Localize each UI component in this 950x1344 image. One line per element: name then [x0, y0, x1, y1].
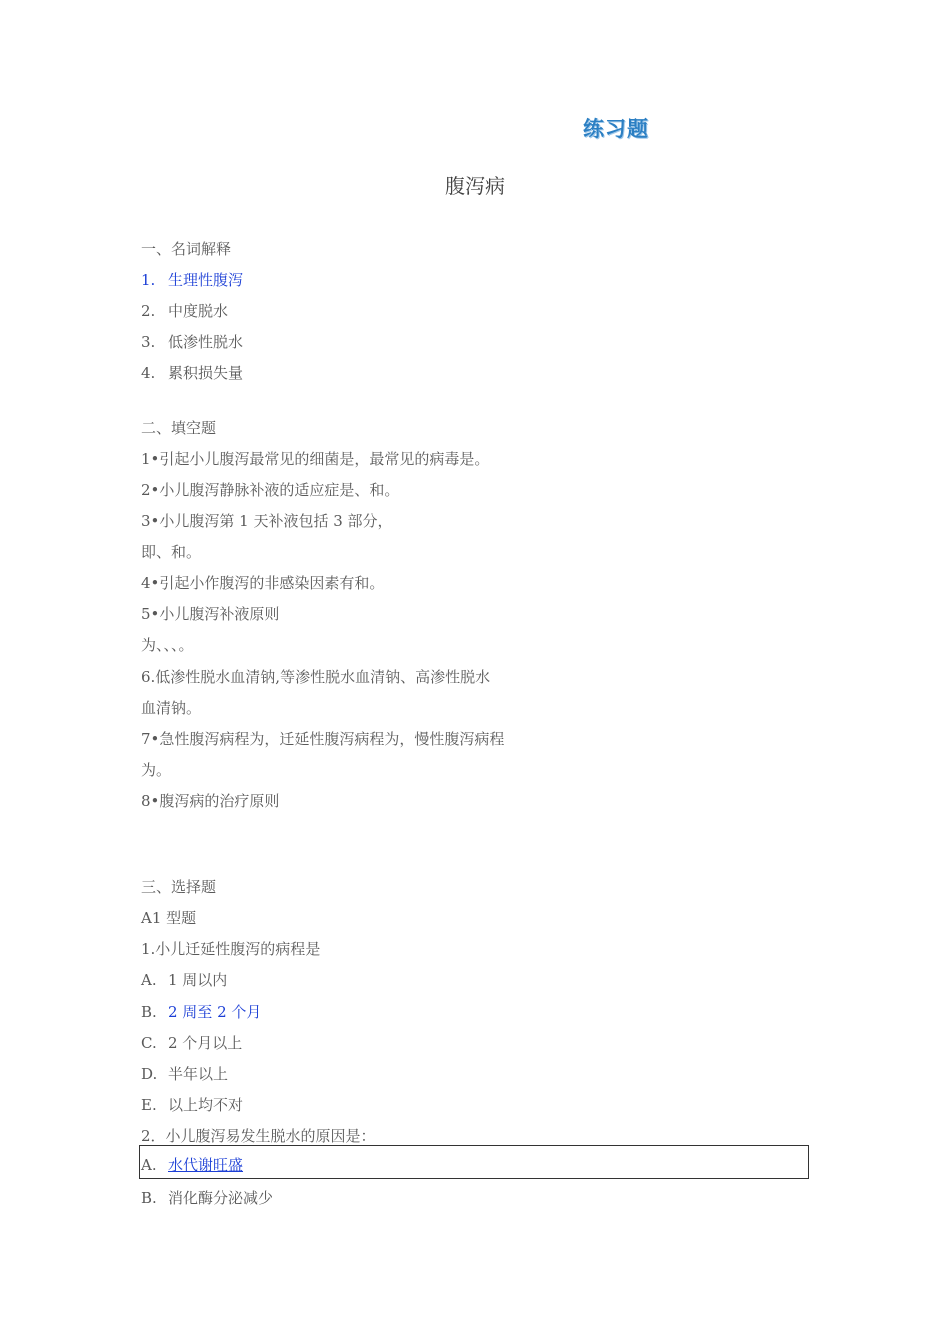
answer-link[interactable]: 水代谢旺盛	[168, 1156, 244, 1174]
question-2: 2．小儿腹泻易发生脱水的原因是：	[141, 1127, 376, 1145]
option-text: 消化酶分泌减少	[168, 1189, 274, 1207]
section-heading-1: 一、名词解释	[141, 240, 232, 258]
option-b	[141, 1188, 273, 1208]
option-letter: A.	[141, 1156, 157, 1174]
option-letter: E.	[141, 1096, 157, 1114]
section-heading-3: 三、选择题	[141, 878, 217, 896]
item-text: 中度脱水	[168, 302, 229, 320]
option-b	[141, 1002, 261, 1022]
item-number: 4.	[141, 364, 156, 382]
list-item	[141, 270, 243, 290]
option-letter: B.	[141, 1003, 157, 1021]
fill-blank-line: 血清钠。	[141, 699, 202, 717]
fill-blank-line: 即、和。	[141, 543, 202, 561]
option-d	[141, 1064, 228, 1084]
item-number: 1.	[141, 271, 156, 289]
logo-heading: 练习题	[583, 117, 649, 141]
question-type-label: A1 型题	[141, 909, 197, 927]
list-item	[141, 363, 243, 383]
option-a	[141, 970, 227, 990]
item-text: 生理性腹泻	[168, 271, 244, 289]
fill-blank-line: 2•小儿腹泻静脉补液的适应症是、和。	[141, 481, 400, 499]
item-number: 2.	[141, 302, 156, 320]
option-letter: B.	[141, 1189, 157, 1207]
option-e	[141, 1095, 243, 1115]
fill-blank-line: 7•急性腹泻病程为，迁延性腹泻病程为，慢性腹泻病程	[141, 730, 505, 748]
fill-blank-line: 为。	[141, 761, 172, 779]
option-text: 半年以上	[168, 1065, 229, 1083]
section-heading-2: 二、填空题	[141, 419, 217, 437]
option-text: 2 个月以上	[168, 1034, 243, 1052]
option-letter: A.	[141, 971, 157, 989]
fill-blank-line: 1•引起小儿腹泻最常见的细菌是，最常见的病毒是。	[141, 450, 490, 468]
fill-blank-line: 8•腹泻病的治疗原则	[141, 792, 280, 810]
option-a[interactable]	[141, 1155, 243, 1175]
list-item	[141, 332, 243, 352]
fill-blank-line: 4•引起小作腹泻的非感染因素有和。	[141, 574, 385, 592]
question-1: 1.小儿迁延性腹泻的病程是	[141, 940, 321, 958]
option-c	[141, 1033, 242, 1053]
fill-blank-line: 5•小儿腹泻补液原则	[141, 605, 280, 623]
option-text: 2 周至 2 个月	[168, 1003, 262, 1021]
option-text: 1 周以内	[168, 971, 228, 989]
fill-blank-line: 6.低渗性脱水血清钠,等渗性脱水血清钠、高渗性脱水	[141, 668, 491, 686]
item-number: 3.	[141, 333, 156, 351]
option-text: 以上均不对	[168, 1096, 244, 1114]
list-item	[141, 301, 228, 321]
fill-blank-line: 3•小儿腹泻第 1 天补液包括 3 部分，	[141, 512, 393, 530]
option-letter: C.	[141, 1034, 157, 1052]
option-letter: D.	[141, 1065, 158, 1083]
fill-blank-line: 为、、、。	[141, 636, 194, 654]
page-title: 腹泻病	[445, 174, 505, 198]
item-text: 低渗性脱水	[168, 333, 244, 351]
item-text: 累积损失量	[168, 364, 244, 382]
